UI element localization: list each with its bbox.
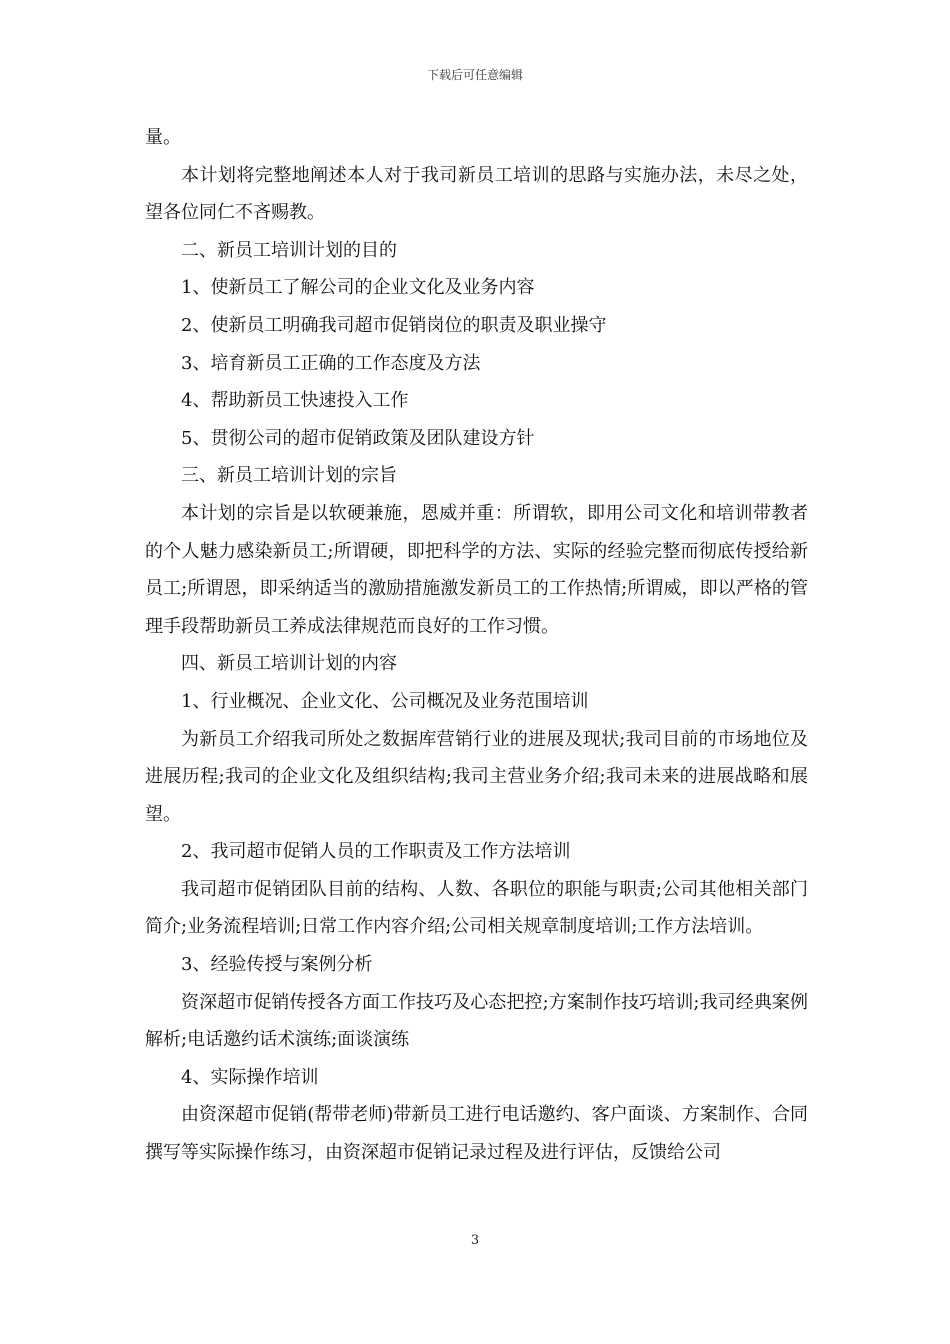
list-item-content-2: 2、我司超市促销人员的工作职责及工作方法培训 <box>181 841 571 863</box>
list-item-purpose-5: 5、贯彻公司的超市促销政策及团队建设方针 <box>181 427 535 449</box>
section-heading-tenet: 三、新员工培训计划的宗旨 <box>181 465 397 487</box>
paragraph-content-1: 为新员工介绍我司所处之数据库营销行业的进展及现状;我司目前的市场地位及进展历程;我司的企业文化及组织结构;我司主营业务介绍;我司未来的进展战略和展望。 <box>145 728 808 825</box>
paragraph-content-4: 由资深超市促销(帮带老师)带新员工进行电话邀约、客户面谈、方案制作、合同撰写等实际操作练习，由资深超市促销记录过程及进行评估，反馈给公司 <box>145 1104 808 1164</box>
list-item-purpose-4: 4、帮助新员工快速投入工作 <box>181 390 409 412</box>
list-item-purpose-1: 1、使新员工了解公司的企业文化及业务内容 <box>181 277 535 299</box>
paragraph-tenet: 本计划的宗旨是以软硬兼施，恩威并重：所谓软，即用公司文化和培训带教者的个人魅力感染新员工;所谓硬，即把科学的方法、实际的经验完整而彻底传授给新员工;所谓恩，即采纳适当的激励措施激发新员工的工作热情;所谓威，即以严格的管理手段帮助新员工养成法律规范而良好的工作习惯。 <box>145 502 808 637</box>
paragraph-content-3: 资深超市促销传授各方面工作技巧及心态把控;方案制作技巧培训;我司经典案例解析;电话邀约话术演练;面谈演练 <box>145 991 808 1051</box>
paragraph-content-2: 我司超市促销团队目前的结构、人数、各职位的职能与职责;公司其他相关部门简介;业务流程培训;日常工作内容介绍;公司相关规章制度培训;工作方法培训。 <box>145 878 808 938</box>
list-item-purpose-2: 2、使新员工明确我司超市促销岗位的职责及职业操守 <box>181 314 607 336</box>
page-number: 3 <box>470 1233 480 1248</box>
list-item-content-3: 3、经验传授与案例分析 <box>181 954 373 976</box>
list-item-content-1: 1、行业概况、企业文化、公司概况及业务范围培训 <box>181 690 589 712</box>
list-item-purpose-3: 3、培育新员工正确的工作态度及方法 <box>181 352 481 374</box>
paragraph-1: 本计划将完整地阐述本人对于我司新员工培训的思路与实施办法，未尽之处，望各位同仁不吝赐教。 <box>145 164 808 224</box>
document-body <box>145 119 808 1172</box>
section-heading-purpose: 二、新员工培训计划的目的 <box>181 239 397 261</box>
section-heading-content: 四、新员工培训计划的内容 <box>181 653 397 675</box>
list-item-content-4: 4、实际操作培训 <box>181 1066 319 1088</box>
paragraph-0: 量。 <box>145 127 181 148</box>
page-header: 下载后可任意编辑 <box>426 68 523 82</box>
